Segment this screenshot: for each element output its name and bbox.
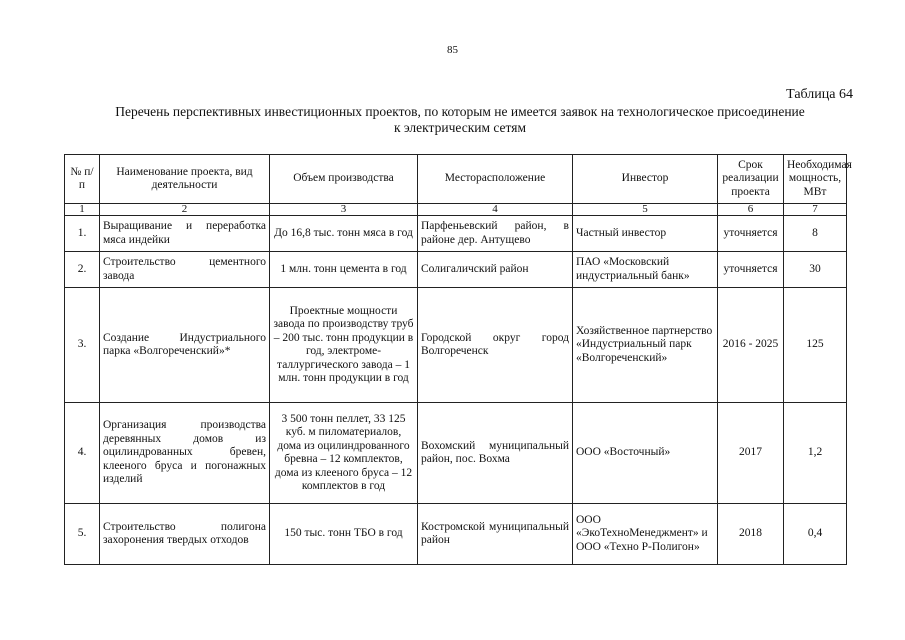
production-volume: До 16,8 тыс. тонн мяса в год (270, 216, 418, 252)
row-number: 4. (65, 403, 100, 504)
column-number: 6 (718, 204, 784, 216)
row-number: 5. (65, 504, 100, 565)
row-number: 3. (65, 288, 100, 403)
implementation-term: уточняется (718, 252, 784, 288)
investor: ПАО «Московский индустриальный банк» (573, 252, 718, 288)
project-name: Организация производства деревянных домов из оцилиндрованных бревен, клееного бруса и погонажных изделий (100, 403, 270, 504)
column-number: 1 (65, 204, 100, 216)
projects-table (64, 154, 852, 565)
header-number: № п/п (65, 155, 100, 204)
implementation-term: 2017 (718, 403, 784, 504)
header-power: Необходимая мощность, МВт (784, 155, 847, 204)
required-power: 30 (784, 252, 847, 288)
location: Солигаличский район (418, 252, 573, 288)
row-number: 2. (65, 252, 100, 288)
column-numbers-row (65, 204, 847, 216)
column-number: 2 (100, 204, 270, 216)
header-volume: Объем производства (270, 155, 418, 204)
header-investor: Инвестор (573, 155, 718, 204)
header-project-name: Наименование проекта, вид деятельности (100, 155, 270, 204)
production-volume: Проектные мощности завода по производству труб – 200 тыс. тонн продукции в год, электроме-таллургического завода – 1 млн. тонн продукции в год (270, 288, 418, 403)
table-row (65, 403, 847, 504)
table-row (65, 288, 847, 403)
required-power: 0,4 (784, 504, 847, 565)
project-name: Создание Индустриального парка «Волгореченский»* (100, 288, 270, 403)
column-number: 7 (784, 204, 847, 216)
table-row (65, 252, 847, 288)
location: Костромской муниципальный район (418, 504, 573, 565)
location: Парфеньевский район, в районе дер. Антущево (418, 216, 573, 252)
column-number: 5 (573, 204, 718, 216)
header-location: Месторасположение (418, 155, 573, 204)
page-number: 85 (447, 44, 458, 56)
table-row (65, 216, 847, 252)
required-power: 125 (784, 288, 847, 403)
project-name: Строительство цементного завода (100, 252, 270, 288)
row-number: 1. (65, 216, 100, 252)
column-number: 3 (270, 204, 418, 216)
production-volume: 3 500 тонн пеллет, 33 125 куб. м пиломатериалов, дома из оцилиндрованного бревна – 12 комплектов, дома из клееного бруса – 12 комплектов в год (270, 403, 418, 504)
project-name: Строительство полигона захоронения твердых отходов (100, 504, 270, 565)
title-line-1: Перечень перспективных инвестиционных проектов, по которым не имеется заявок на технологическое присоединение (115, 104, 805, 119)
investor: ООО «Восточный» (573, 403, 718, 504)
production-volume: 150 тыс. тонн ТБО в год (270, 504, 418, 565)
title-line-2: к электрическим сетям (393, 120, 527, 135)
table-row (65, 504, 847, 565)
location: Городской округ город Волгореченск (418, 288, 573, 403)
investor: Хозяйственное партнерство «Индустриальный парк «Волгореченский» (573, 288, 718, 403)
investor: Частный инвестор (573, 216, 718, 252)
header-term: Срок реализации проекта (718, 155, 784, 204)
implementation-term: 2016 - 2025 (718, 288, 784, 403)
location: Вохомский муниципальный район, пос. Вохма (418, 403, 573, 504)
required-power: 1,2 (784, 403, 847, 504)
table-header-row (65, 155, 847, 204)
table-label: Таблица 64 (786, 87, 853, 102)
project-name: Выращивание и переработка мяса индейки (100, 216, 270, 252)
production-volume: 1 млн. тонн цемента в год (270, 252, 418, 288)
column-number: 4 (418, 204, 573, 216)
implementation-term: 2018 (718, 504, 784, 565)
implementation-term: уточняется (718, 216, 784, 252)
document-title (60, 104, 860, 136)
investor: ООО «ЭкоТехноМенеджмент» и ООО «Техно Р-Полигон» (573, 504, 718, 565)
required-power: 8 (784, 216, 847, 252)
